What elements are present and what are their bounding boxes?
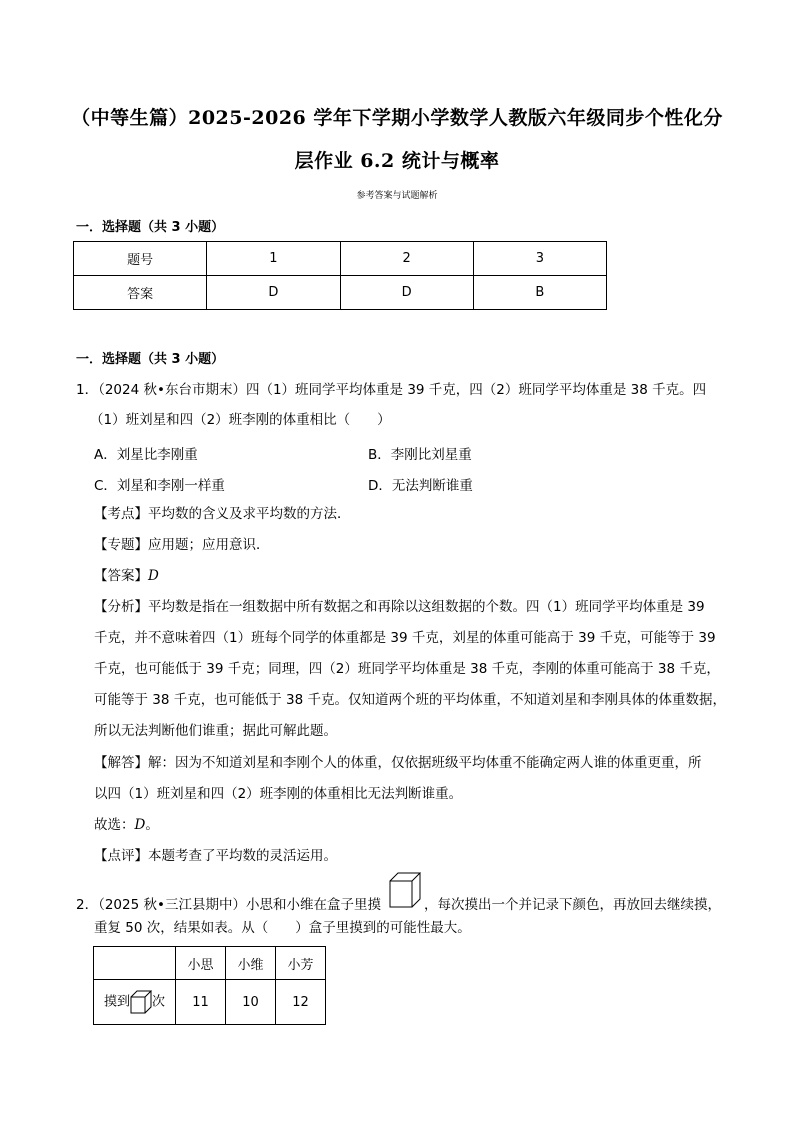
section-heading-2: 一．选择题（共 3 小题） [76, 352, 225, 367]
title-line-2: 层作业 6.2 统计与概率 [294, 150, 500, 172]
q1-analysis-line-4: 可能等于 38 千克，也可能低于 38 千克。仅知道两个班的平均体重，不知道刘星和李刚具体的体重数据， [94, 692, 727, 708]
choice-value: D [134, 817, 146, 833]
table-cell: D [340, 276, 473, 310]
table-cell: 题号 [74, 242, 207, 276]
table-cell: 1 [207, 242, 340, 276]
q1-stem-line-2: （1）班刘星和四（2）班李刚的体重相比（ ） [90, 412, 391, 428]
table-cell: 答案 [74, 276, 207, 310]
q1-option-b: B．李刚比刘星重 [368, 447, 472, 463]
table-row [94, 947, 326, 980]
q1-answer [94, 566, 159, 586]
row-label-b: 次 [152, 994, 166, 1010]
q1-analysis-line-2: 千克，并不意味着四（1）班每个同学的体重都是 39 千克，刘星的体重可能高于 39 千克，可能等于 39 [94, 630, 716, 646]
q1-option-a: A．刘星比李刚重 [94, 447, 198, 463]
q2-stem-line-1b: ，每次摸出一个并记录下颜色，再放回去继续摸， [424, 897, 721, 913]
choice-label: 故选： [94, 817, 135, 833]
q2-stem-line-2: 重复 50 次，结果如表。从（ ）盒子里摸到的可能性最大。 [94, 920, 471, 936]
section-heading-1: 一．选择题（共 3 小题） [76, 220, 225, 235]
answer-label: 【答案】 [94, 568, 148, 584]
table-row [94, 980, 326, 1025]
table-cell: 2 [340, 242, 473, 276]
table-cell: 小思 [176, 947, 226, 980]
row-label-a: 摸到 [103, 994, 130, 1010]
answer-value: D [148, 568, 159, 584]
table-row [74, 276, 607, 310]
q1-analysis-line-1: 【分析】平均数是指在一组数据中所有数据之和再除以这组数据的个数。四（1）班同学平均体重是 39 [94, 599, 705, 615]
table-cell [94, 947, 176, 980]
box-icon [130, 990, 152, 1014]
table-cell: 12 [276, 980, 326, 1025]
choice-end: 。 [145, 817, 159, 833]
q1-stem-line-1: 1．（2024 秋•东台市期末）四（1）班同学平均体重是 39 千克，四（2）班同学平均体重是 38 千克。四 [76, 382, 707, 398]
q1-analysis-line-3: 千克，也可能低于 39 千克；同理，四（2）班同学平均体重是 38 千克，李刚的体重可能高于 38 千克， [94, 661, 720, 677]
q2-result-table [93, 946, 326, 1025]
answer-table [73, 241, 607, 310]
q1-option-c: C．刘星和李刚一样重 [94, 478, 225, 494]
q1-solution-line-1: 【解答】解：因为不知道刘星和李刚个人的体重，仅依据班级平均体重不能确定两人谁的体重更重，所 [94, 755, 702, 771]
table-cell: 小芳 [276, 947, 326, 980]
q2-stem-line-1a: 2．（2025 秋•三江县期中）小思和小维在盒子里摸 [76, 897, 381, 913]
table-cell: B [473, 276, 606, 310]
title-line-1: （中等生篇）2025-2026 学年下学期小学数学人教版六年级同步个性化分 [71, 107, 723, 129]
q1-choice [94, 815, 159, 835]
q1-solution-line-2: 以四（1）班刘星和四（2）班李刚的体重相比无法判断谁重。 [94, 786, 463, 802]
table-cell: 11 [176, 980, 226, 1025]
q1-comment: 【点评】本题考查了平均数的灵活运用。 [94, 848, 337, 864]
row-label-cell [94, 980, 176, 1025]
subtitle: 参考答案与试题解析 [356, 191, 438, 201]
box-icon [388, 871, 422, 909]
table-cell: 10 [226, 980, 276, 1025]
table-cell: 小维 [226, 947, 276, 980]
q1-analysis-line-5: 所以无法判断他们谁重；据此可解此题。 [94, 723, 337, 739]
q1-zhuanti: 【专题】应用题；应用意识． [94, 537, 270, 553]
table-row [74, 242, 607, 276]
q1-kaodian: 【考点】平均数的含义及求平均数的方法． [94, 506, 351, 522]
q1-option-d: D．无法判断谁重 [368, 478, 473, 494]
table-cell: D [207, 276, 340, 310]
table-cell: 3 [473, 242, 606, 276]
